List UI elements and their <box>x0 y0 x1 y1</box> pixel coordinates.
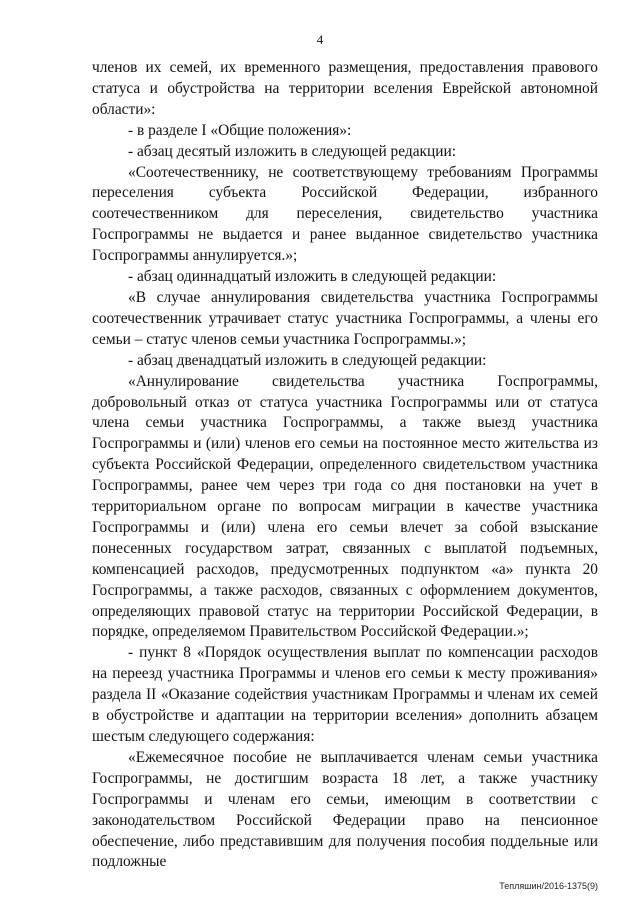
paragraph-abzac-10-instruction: - абзац десятый изложить в следующей редакции: <box>128 142 456 160</box>
paragraph-punkt-8-instruction: - пункт 8 «Порядок осуществления выплат по компенсации расходов на переезд участника Программы и членов его семьи к месту проживания» раздела II «Оказание содействия участникам Программы и членам их семей в обустройстве и адаптации на территории вселения» дополнить абзацем шестым следующего содержания: <box>92 644 598 745</box>
paragraph-abzac-11-instruction: - абзац одиннадцатый изложить в следующей редакции: <box>128 268 497 286</box>
document-footer-code: Тепляшин/2016-1375(9) <box>499 881 598 891</box>
paragraph-section-i: - в разделе I «Общие положения»: <box>128 121 352 139</box>
paragraph-abzac-10-text: «Соотечественнику, не соответствующему требованиям Программы переселения субъекта Российской Федерации, избранного соотечественником для переселения, свидетельство участника Госпрограммы не выдается и ранее выданное свидетельство участника Госпрограммы аннулируется.»; <box>92 163 598 265</box>
paragraph-allowance-text: «Ежемесячное пособие не выплачивается членам семьи участника Госпрограммы, не достигшим возраста 18 лет, а также участнику Госпрограммы и членам его семьи, имеющим в соответствии с законодательством Российской Федерации право на пенсионное обеспечение, либо представившим для получения пособия поддельные или подложные <box>92 748 598 871</box>
paragraph-abzac-11-text: «В случае аннулирования свидетельства участника Госпрограммы соотечественник утрачивает статус участника Госпрограммы, а члены его семьи – статус членов семьи участника Госпрограммы.»; <box>92 288 598 348</box>
paragraph-abzac-12-instruction: - абзац двенадцатый изложить в следующей редакции: <box>128 351 487 369</box>
document-body <box>92 58 598 873</box>
paragraph-abzac-12-text: «Аннулирование свидетельства участника Госпрограммы, добровольный отказ от статуса участника Госпрограммы или от статуса члена семьи участника Госпрограммы, а также выезд участника Госпрограммы и (или) членов его семьи на постоянное место жительства из субъекта Российской Федерации, определенного свидетельством участника Госпрограммы, ранее чем через три года со дня постановки на учет в территориальном органе по вопросам миграции в качестве участника Госпрограммы и (или) члена его семьи влечет за собой взыскание понесенных государством затрат, связанных с выплатой подъемных, компенсацией расходов, предусмотренных подпунктом «а» пункта 20 Госпрограммы, а также расходов, связанных с оформлением документов, определяющих правовой статус на территории Российской Федерации, в порядке, определяемом Правительством Российской Федерации.»; <box>92 372 598 641</box>
paragraph-continuation: членов их семей, их временного размещения, предоставления правового статуса и обустройства на территории вселения Еврейской автономной области»: <box>92 59 598 118</box>
page-number: 4 <box>316 32 324 47</box>
